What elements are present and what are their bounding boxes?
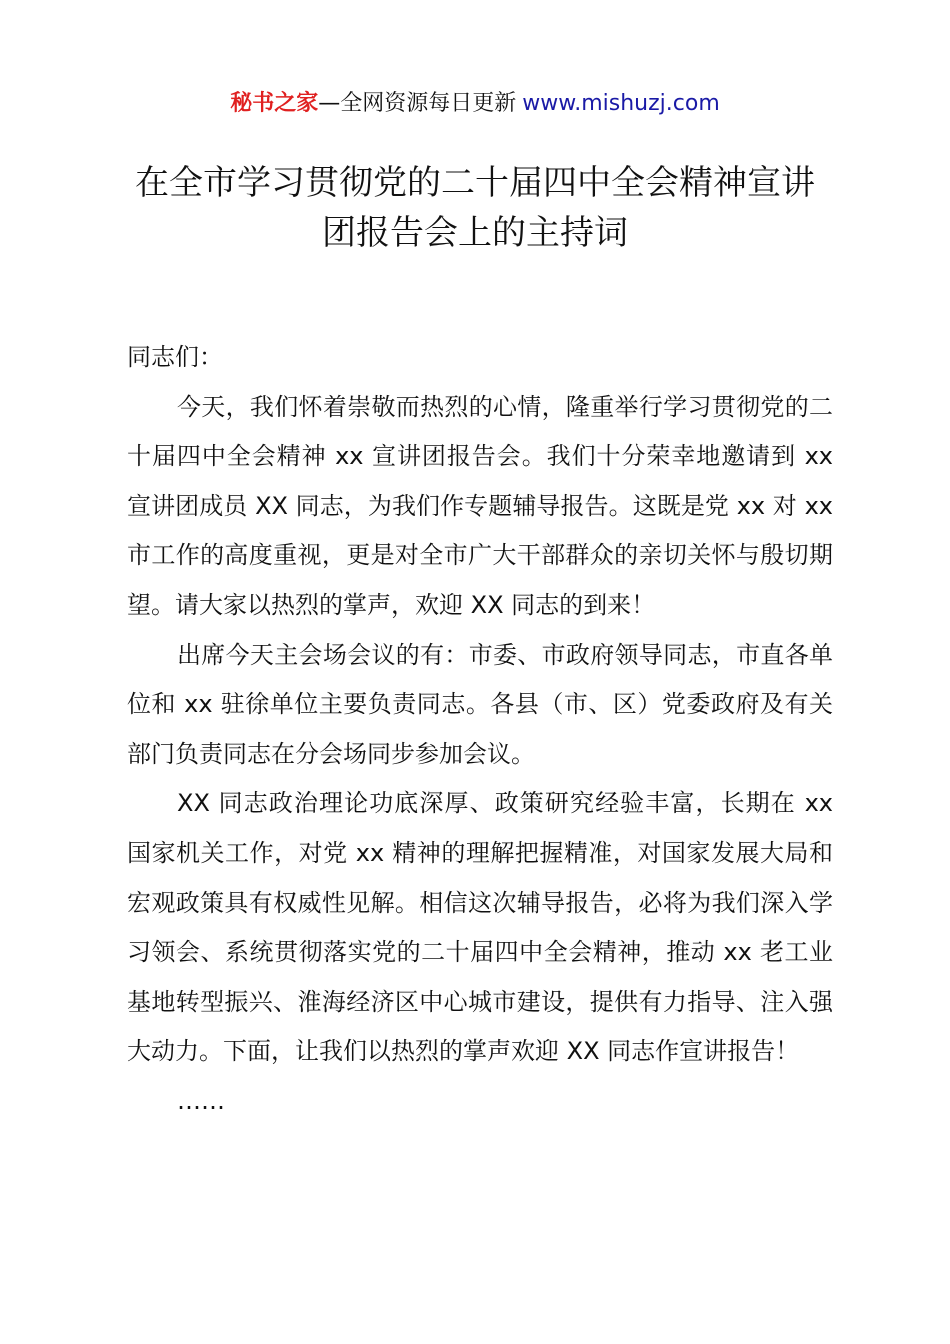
document-title	[100, 158, 850, 258]
paragraph-attendees: 出席今天主会场会议的有：市委、市政府领导同志，市直各单位和 xx 驻徐单位主要负责同志。各县（市、区）党委政府及有关部门负责同志在分会场同步参加会议。	[127, 640, 833, 768]
title-line-1: 在全市学习贯彻党的二十届四中全会精神宣讲	[135, 163, 815, 203]
site-tagline: —全网资源每日更新	[318, 91, 517, 116]
paragraph-speaker-intro: XX 同志政治理论功底深厚、政策研究经验丰富，长期在 xx 国家机关工作，对党 xx 精神的理解把握精准，对国家发展大局和宏观政策具有权威性见解。相信这次辅导报告，必将为我们深入学习领会、系统贯彻落实党的二十届四中全会精神，推动 xx 老工业基地转型振兴、淮海经济区中心城市建设，提供有力指导、注入强大动力。下面，让我们以热烈的掌声欢迎 XX 同志作宣讲报告！	[127, 789, 833, 1066]
paragraph-opening: 今天，我们怀着崇敬而热烈的心情，隆重举行学习贯彻党的二十届四中全会精神 xx 宣讲团报告会。我们十分荣幸地邀请到 xx 宣讲团成员 XX 同志，为我们作专题辅导报告。这既是党 xx 对 xx 市工作的高度重视，更是对全市广大干部群众的亲切关怀与殷切期望。请大家以热烈的掌声，欢迎 XX 同志的到来！	[127, 392, 833, 619]
title-line-2: 团报告会上的主持词	[322, 213, 628, 253]
site-url-link[interactable]: www.mishuzj.com	[522, 91, 720, 116]
site-header	[0, 88, 950, 120]
paragraph-ellipsis: ……	[177, 1086, 225, 1115]
salutation: 同志们：	[127, 343, 223, 371]
site-brand: 秘书之家	[230, 91, 319, 116]
document-body	[127, 333, 833, 1127]
